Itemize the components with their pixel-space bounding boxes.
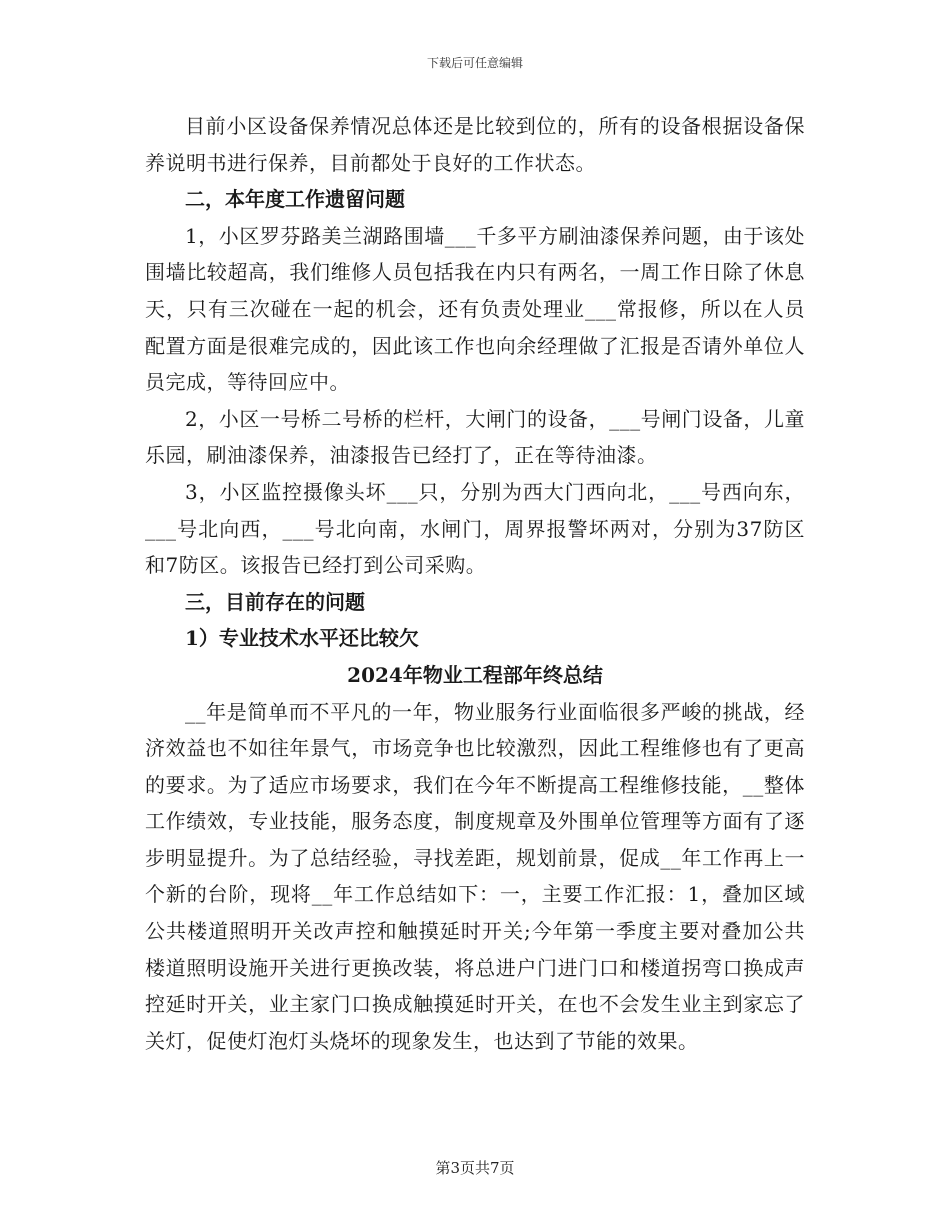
page-footer: 第3页共7页: [435, 1159, 515, 1177]
paragraph-bridge-railings: 2，小区一号桥二号桥的栏杆，大闸门的设备，___号闸门设备，儿童乐园，刷油漆保养，油漆报告已经打了，正在等待油漆。: [145, 406, 805, 468]
paragraph-cameras: 3，小区监控摄像头坏___只，分别为西大门西向北，___号西向东，___号北向西，___号北向南，水闸门，周界报警坏两对，分别为37防区和7防区。该报告已经打到公司采购。: [145, 479, 805, 578]
document-body: [145, 108, 805, 1059]
paragraph-wall-painting: 1，小区罗芬路美兰湖路围墙___千多平方刷油漆保养问题，由于该处围墙比较超高，我们维修人员包括我在内只有两名，一周工作日除了休息天，只有三次碰在一起的机会，还有负责处理业___常报修，所以在人员配置方面是很难完成的，因此该工作也向余经理做了汇报是否请外单位人员完成，等待回应中。: [145, 223, 805, 395]
section-heading-remaining-issues: 二，本年度工作遗留问题: [185, 187, 405, 212]
section-heading-current-problems: 三，目前存在的问题: [185, 589, 365, 614]
page-header: 下载后可任意编辑: [426, 56, 523, 70]
paragraph-equipment-status: 目前小区设备保养情况总体还是比较到位的，所有的设备根据设备保养说明书进行保养，目前都处于良好的工作状态。: [145, 114, 805, 175]
document-title: 2024年物业工程部年终总结: [347, 662, 603, 687]
subheading-technical-skill: 1）专业技术水平还比较欠: [185, 626, 419, 651]
paragraph-annual-summary: __年是简单而不平凡的一年，物业服务行业面临很多严峻的挑战，经济效益也不如往年景气，市场竞争也比较激烈，因此工程维修也有了更高的要求。为了适应市场要求，我们在今年不断提高工程维修技能，__整体工作绩效，专业技能，服务态度，制度规章及外围单位管理等方面有了逐步明显提升。为了总结经验，寻找差距，规划前景，促成__年工作再上一个新的台阶，现将__年工作总结如下：一，主要工作汇报：1，叠加区域公共楼道照明开关改声控和触摸延时开关;今年第一季度主要对叠加公共楼道照明设施开关进行更换改装，将总进户门进门口和楼道拐弯口换成声控延时开关，业主家门口换成触摸延时开关，在也不会发生业主到家忘了关灯，促使灯泡灯头烧坏的现象发生，也达到了节能的效果。: [145, 699, 805, 1053]
